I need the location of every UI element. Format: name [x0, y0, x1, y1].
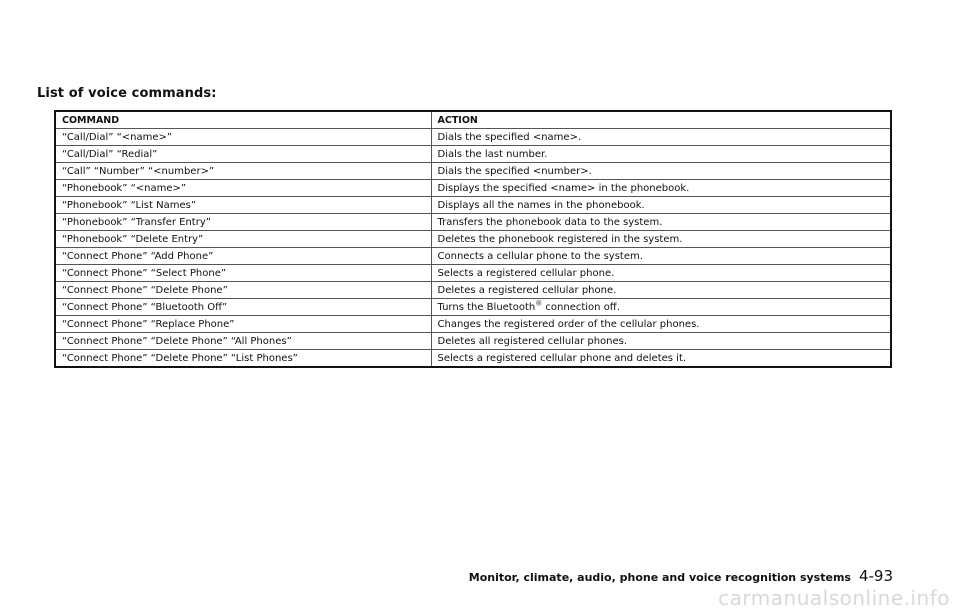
- registered-mark: ®: [535, 299, 543, 308]
- table-row: [55, 180, 891, 197]
- action-cell: Deletes a registered cellular phone.: [431, 282, 891, 299]
- command-cell: “Call/Dial” “Redial”: [55, 146, 431, 163]
- command-cell: “Connect Phone” “Bluetooth Off”: [55, 299, 431, 316]
- action-text: Turns the Bluetooth: [437, 301, 536, 313]
- command-cell: “Phonebook” “List Names”: [55, 197, 431, 214]
- action-cell: Deletes all registered cellular phones.: [431, 333, 891, 350]
- command-cell: “Connect Phone” “Delete Phone”: [55, 282, 431, 299]
- command-cell: “Phonebook” “Delete Entry”: [55, 231, 431, 248]
- table-row: [55, 129, 891, 146]
- watermark: carmanualsonline.info: [718, 586, 950, 610]
- page-footer: [469, 567, 893, 585]
- action-cell: Changes the registered order of the cellular phones.: [431, 316, 891, 333]
- command-cell: “Connect Phone” “Replace Phone”: [55, 316, 431, 333]
- table-row: [55, 197, 891, 214]
- page-number: 4-93: [858, 567, 893, 585]
- command-cell: “Call/Dial” “<name>”: [55, 129, 431, 146]
- command-cell: “Connect Phone” “Add Phone”: [55, 248, 431, 265]
- table-row: [55, 350, 891, 368]
- command-cell: “Connect Phone” “Delete Phone” “All Phones”: [55, 333, 431, 350]
- footer-section-title: Monitor, climate, audio, phone and voice recognition systems: [468, 571, 851, 584]
- table-row: [55, 146, 891, 163]
- action-cell: Dials the last number.: [431, 146, 891, 163]
- command-cell: “Call” “Number” “<number>”: [55, 163, 431, 180]
- action-cell: Displays the specified <name> in the phonebook.: [431, 180, 891, 197]
- action-text: connection off.: [542, 301, 620, 313]
- table-row: [55, 316, 891, 333]
- section-title: List of voice commands:: [37, 86, 217, 101]
- action-cell: Deletes the phonebook registered in the system.: [431, 231, 891, 248]
- table-row: [55, 299, 891, 316]
- command-cell: “Connect Phone” “Select Phone”: [55, 265, 431, 282]
- action-cell: Dials the specified <name>.: [431, 129, 891, 146]
- table-row: [55, 163, 891, 180]
- action-cell: Dials the specified <number>.: [431, 163, 891, 180]
- action-cell: Transfers the phonebook data to the system.: [431, 214, 891, 231]
- action-cell: Connects a cellular phone to the system.: [431, 248, 891, 265]
- column-header-command: COMMAND: [55, 111, 431, 129]
- table-row: [55, 282, 891, 299]
- table-header-row: [55, 111, 891, 129]
- action-cell: [431, 299, 891, 316]
- command-cell: “Phonebook” “Transfer Entry”: [55, 214, 431, 231]
- table-row: [55, 265, 891, 282]
- table-row: [55, 214, 891, 231]
- action-cell: Selects a registered cellular phone and deletes it.: [431, 350, 891, 368]
- table-row: [55, 333, 891, 350]
- action-cell: Displays all the names in the phonebook.: [431, 197, 891, 214]
- command-cell: “Connect Phone” “Delete Phone” “List Phones”: [55, 350, 431, 368]
- table-row: [55, 231, 891, 248]
- column-header-action: ACTION: [431, 111, 891, 129]
- command-cell: “Phonebook” “<name>”: [55, 180, 431, 197]
- action-cell: Selects a registered cellular phone.: [431, 265, 891, 282]
- voice-commands-table: [54, 110, 892, 368]
- table-row: [55, 248, 891, 265]
